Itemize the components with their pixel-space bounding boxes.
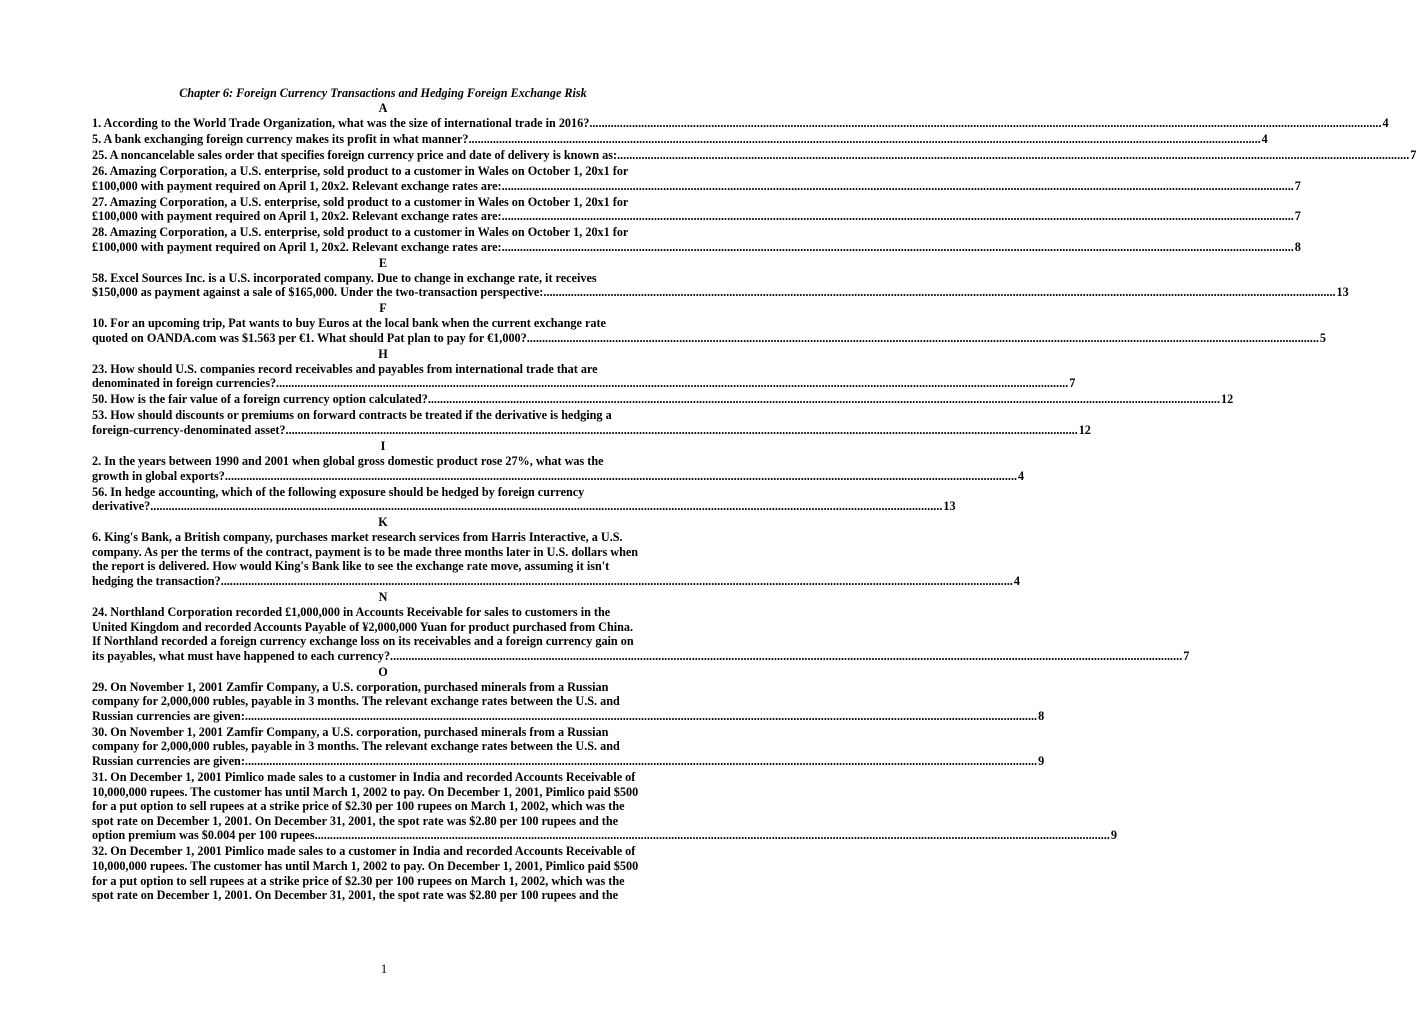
dot-leader: .................................................................................................................................................................................................................................................................... (543, 285, 1336, 300)
toc-page-number: 9 (1110, 828, 1117, 843)
dot-leader: .................................................................................................................................................................................................................................................................... (617, 147, 1410, 162)
toc-body (92, 101, 1416, 903)
toc-page-number: 13 (1336, 285, 1349, 300)
toc-entry-text: 26. Amazing Corporation, a U.S. enterprise, sold product to a customer in Wales on October 1, 20x1 for (92, 163, 629, 178)
toc-entry[interactable] (92, 484, 956, 514)
dot-leader: .................................................................................................................................................................................................................................................................... (501, 178, 1294, 193)
toc-page-number: 9 (1038, 754, 1045, 769)
toc-entry[interactable] (92, 604, 1190, 663)
toc-entry[interactable] (92, 408, 1091, 437)
toc-page-number: 13 (943, 499, 956, 514)
toc-page-number: 4 (1261, 131, 1268, 146)
toc-page-number: 5 (1319, 330, 1327, 345)
toc-entry-text: £100,000 with payment required on April 1, 20x2. Relevant exchange rates are: (92, 239, 502, 254)
toc-page-number: 7 (1069, 376, 1076, 391)
dot-leader: .................................................................................................................................................................................................................................................................... (501, 209, 1294, 224)
toc-entry-text: 24. Northland Corporation recorded £1,000,000 in Accounts Receivable for sales to customers in the (92, 604, 611, 619)
toc-page-number: 7 (1410, 147, 1416, 162)
toc-page-number: 4 (1013, 573, 1020, 588)
toc-entry-text: £100,000 with payment required on April 1, 20x2. Relevant exchange rates are: (92, 178, 502, 193)
toc-entry[interactable] (92, 453, 1025, 483)
toc-entry-text: quoted on OANDA.com was $1.563 per €1. What should Pat plan to pay for €1,000? (92, 330, 527, 345)
toc-entry[interactable] (92, 361, 1076, 391)
toc-entry[interactable] (92, 392, 1234, 407)
toc-entry-text: denominated in foreign currencies? (92, 376, 277, 391)
table-of-contents (92, 85, 1416, 904)
toc-entry-text: 31. On December 1, 2001 Pimlico made sales to a customer in India and recorded Accounts Receivable of (92, 770, 636, 785)
toc-entry-text: for a put option to sell rupees at a strike price of $2.30 per 100 rupees on March 1, 2002, which was the (92, 873, 625, 888)
toc-entry-text: 6. King's Bank, a British company, purchases market research services from Harris Interactive, a U.S. (92, 530, 623, 545)
toc-entry-text: $150,000 as payment against a sale of $165,000. Under the two-transaction perspective: (92, 285, 544, 300)
toc-page-number: 4 (1382, 116, 1389, 130)
toc-page-number: 7 (1183, 648, 1190, 663)
toc-entry[interactable] (92, 131, 1268, 147)
toc-entry-text: growth in global exports? (92, 468, 225, 483)
dot-leader: .................................................................................................................................................................................................................................................................... (244, 708, 1038, 723)
index-letter: F (379, 301, 387, 316)
dot-leader: .................................................................................................................................................................................................................................................................... (589, 116, 1382, 130)
toc-page-number: 4 (1018, 468, 1025, 483)
toc-entry-text: derivative? (92, 499, 151, 514)
toc-entry-text: 23. How should U.S. companies record receivables and payables from international trade that are (92, 361, 598, 376)
dot-leader: .................................................................................................................................................................................................................................................................... (285, 423, 1078, 437)
toc-entry-text: spot rate on December 1, 2001. On December 31, 2001, the spot rate was $2.80 per 100 rupees and the (92, 888, 619, 903)
toc-entry-text: 10. For an upcoming trip, Pat wants to buy Euros at the local bank when the current exchange rate (92, 316, 606, 331)
index-letter: N (378, 589, 388, 604)
toc-entry-text: 5. A bank exchanging foreign currency makes its profit in what manner? (92, 131, 469, 146)
toc-entry-text: its payables, what must have happened to each currency? (92, 648, 391, 663)
toc-entry-text: 28. Amazing Corporation, a U.S. enterprise, sold product to a customer in Wales on October 1, 20x1 for (92, 225, 629, 240)
toc-page-number: 7 (1294, 209, 1301, 224)
toc-page-number: 12 (1078, 423, 1091, 437)
toc-entry[interactable] (92, 194, 1301, 224)
toc-entry[interactable] (92, 844, 674, 902)
toc-entry-text: Russian currencies are given: (92, 754, 245, 769)
toc-entry[interactable] (92, 225, 1301, 254)
toc-entry-text: 25. A noncancelable sales order that specifies foreign currency price and date of delivery is known as: (92, 147, 618, 162)
toc-entry-text: If Northland recorded a foreign currency exchange loss on its receivables and a foreign currency gain on (92, 634, 634, 649)
toc-page-number: 7 (1294, 178, 1301, 193)
dot-leader: .................................................................................................................................................................................................................................................................... (220, 573, 1013, 588)
toc-entry-text: 10,000,000 rupees. The customer has until March 1, 2002 to pay. On December 1, 2001, Pimlico paid $500 (92, 858, 639, 873)
dot-leader: .................................................................................................................................................................................................................................................................... (317, 828, 1110, 843)
toc-entry-text: 32. On December 1, 2001 Pimlico made sales to a customer in India and recorded Accounts Receivable of (92, 844, 636, 859)
toc-entry-text: company. As per the terms of the contract, payment is to be made three months later in U.S. dollars when (92, 544, 639, 559)
toc-entry[interactable] (92, 679, 1045, 724)
toc-entry-text: 50. How is the fair value of a foreign currency option calculated? (92, 392, 428, 407)
toc-entry[interactable] (92, 163, 1301, 193)
toc-entry[interactable] (92, 270, 1349, 300)
dot-leader: .................................................................................................................................................................................................................................................................... (150, 499, 943, 514)
toc-entry-text: 30. On November 1, 2001 Zamfir Company, a U.S. corporation, purchased minerals from a Russian (92, 724, 609, 739)
toc-entry-text: £100,000 with payment required on April 1, 20x2. Relevant exchange rates are: (92, 209, 502, 224)
toc-entry[interactable] (92, 316, 1327, 345)
toc-entry-text: United Kingdom and recorded Accounts Payable of ¥2,000,000 Yuan for product purchased from China. (92, 619, 634, 634)
toc-entry-text: 27. Amazing Corporation, a U.S. enterprise, sold product to a customer in Wales on October 1, 20x1 for (92, 194, 629, 209)
toc-page-number: 8 (1038, 708, 1045, 723)
dot-leader: .................................................................................................................................................................................................................................................................... (244, 754, 1038, 769)
toc-entry-text: foreign-currency-denominated asset? (92, 423, 286, 437)
toc-entry-text: hedging the transaction? (92, 573, 221, 588)
toc-entry-text: 58. Excel Sources Inc. is a U.S. incorporated company. Due to change in exchange rate, it receives (92, 270, 597, 285)
index-letter: E (378, 255, 388, 270)
toc-entry-text: for a put option to sell rupees at a strike price of $2.30 per 100 rupees on March 1, 2002, which was the (92, 799, 625, 814)
toc-entry-text: Russian currencies are given: (92, 708, 245, 723)
index-letter: I (380, 438, 386, 453)
toc-entry[interactable] (92, 770, 1117, 843)
toc-entry-text: 1. According to the World Trade Organization, what was the size of international trade in 2016? (92, 116, 590, 130)
dot-leader: .................................................................................................................................................................................................................................................................... (526, 330, 1319, 345)
dot-leader: .................................................................................................................................................................................................................................................................... (468, 131, 1261, 146)
page-number: 1 (380, 961, 388, 976)
toc-entry-text: option premium was $0.004 per 100 rupees. (92, 828, 318, 843)
toc-entry-text: the report is delivered. How would King's Bank like to see the exchange rate move, assuming it isn't (92, 559, 610, 574)
dot-leader: .................................................................................................................................................................................................................................................................... (276, 376, 1069, 391)
toc-entry-text: 56. In hedge accounting, which of the following exposure should be hedged by foreign currency (92, 484, 585, 499)
toc-entry-text: company for 2,000,000 rubles, payable in 3 months. The relevant exchange rates between the U.S. and (92, 739, 620, 754)
toc-entry-text: spot rate on December 1, 2001. On December 31, 2001, the spot rate was $2.80 per 100 rupees and the (92, 813, 619, 828)
dot-leader: .................................................................................................................................................................................................................................................................... (427, 392, 1220, 407)
index-letter: O (378, 664, 388, 679)
toc-entry-text: 2. In the years between 1990 and 2001 when global gross domestic product rose 27%, what was the (92, 453, 604, 468)
toc-page-number: 8 (1294, 239, 1301, 254)
toc-entry[interactable] (92, 116, 1389, 131)
dot-leader: .................................................................................................................................................................................................................................................................... (501, 239, 1294, 254)
toc-entry-text: 29. On November 1, 2001 Zamfir Company, a U.S. corporation, purchased minerals from a Russian (92, 679, 609, 694)
toc-entry[interactable] (92, 724, 1045, 769)
toc-entry[interactable] (92, 147, 1416, 163)
dot-leader: .................................................................................................................................................................................................................................................................... (224, 468, 1018, 483)
index-letter: K (378, 515, 388, 530)
dot-leader: .................................................................................................................................................................................................................................................................... (390, 648, 1183, 663)
page-title: Chapter 6: Foreign Currency Transactions and Hedging Foreign Exchange Risk (179, 86, 587, 100)
toc-entry[interactable] (92, 530, 1020, 588)
toc-entry-text: 53. How should discounts or premiums on forward contracts be treated if the derivative is hedging a (92, 408, 612, 423)
toc-entry-text: 10,000,000 rupees. The customer has until March 1, 2002 to pay. On December 1, 2001, Pimlico paid $500 (92, 784, 639, 799)
toc-page-number: 12 (1221, 392, 1234, 407)
index-letter: A (378, 101, 388, 115)
toc-entry-text: company for 2,000,000 rubles, payable in 3 months. The relevant exchange rates between the U.S. and (92, 694, 620, 709)
index-letter: H (378, 346, 388, 361)
